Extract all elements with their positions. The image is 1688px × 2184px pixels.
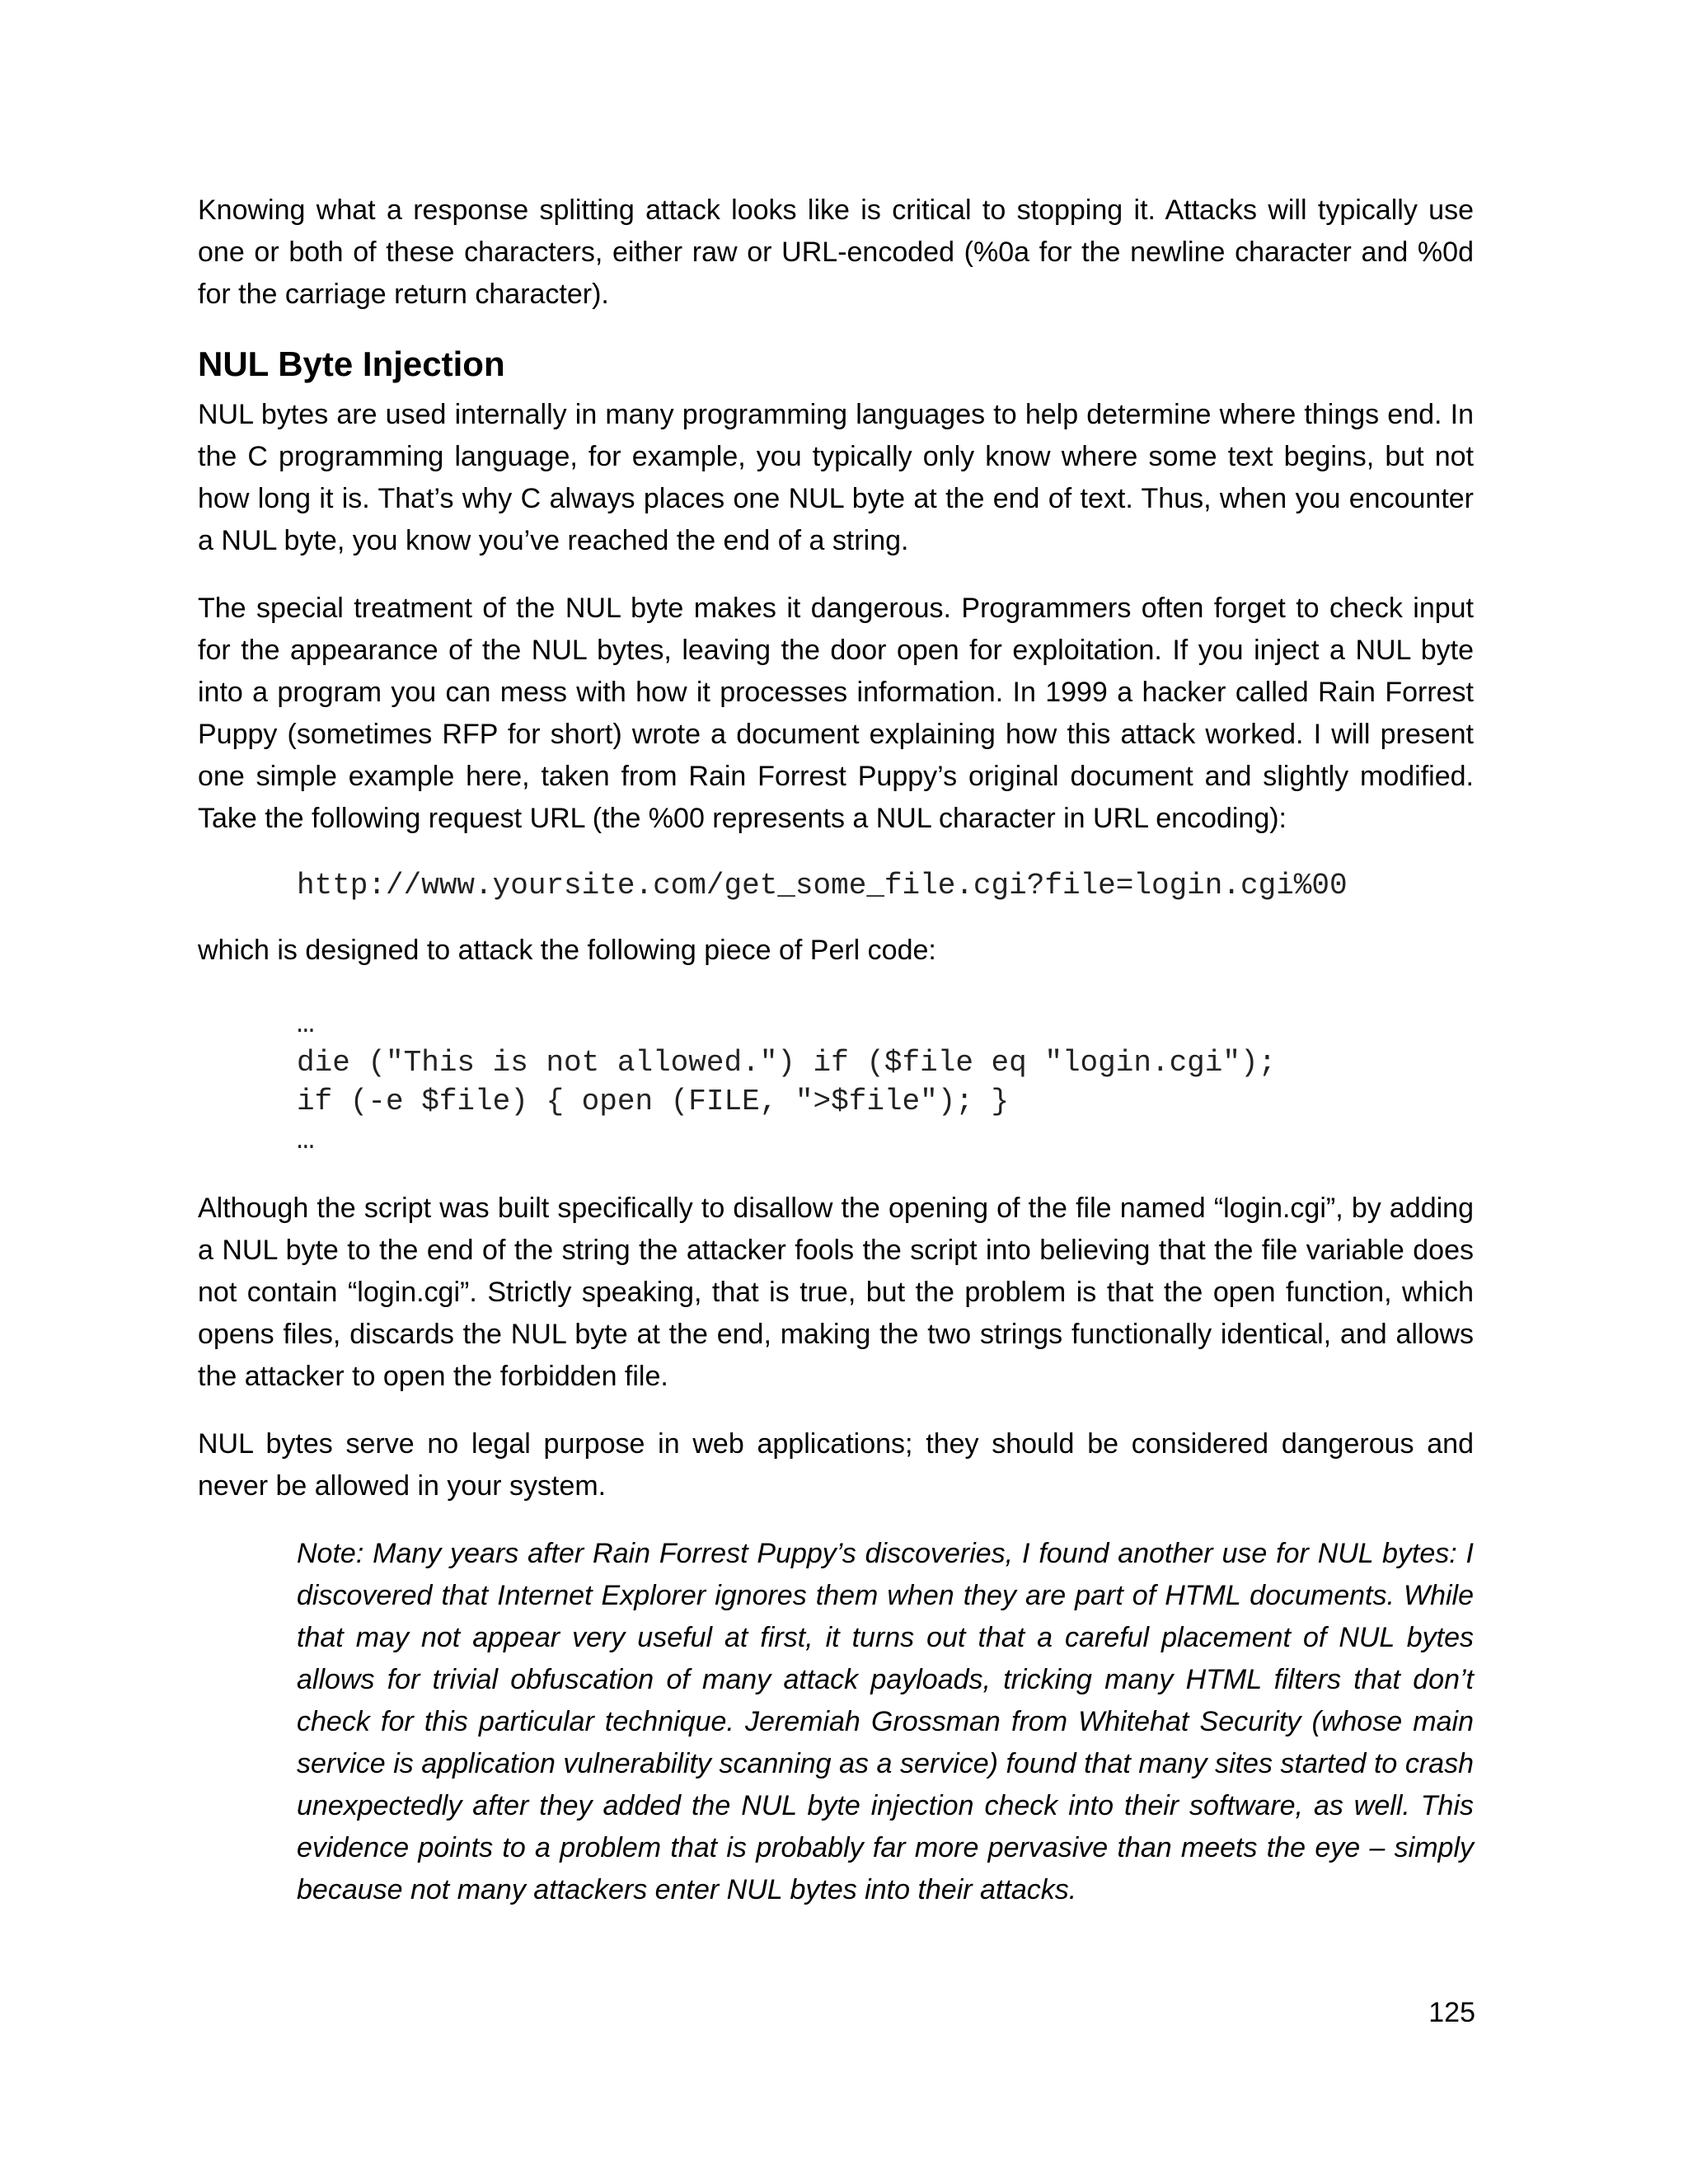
section-heading: NUL Byte Injection [198,344,505,383]
page-content [198,190,1474,1911]
paragraph-perl-intro: which is designed to attack the following piece of Perl code: [198,935,936,966]
perl-code-block [297,1005,1474,1160]
code-url-example: http://www.yoursite.com/get_some_file.cgi?file=login.cgi%00 [297,869,1348,902]
code-line: … [297,1007,315,1041]
paragraph-intro: Knowing what a response splitting attack looks like is critical to stopping it. Attacks will typically use one or both of these characters, either raw or URL-encoded (%0a for the newline character and %0d for the carriage return character). [198,194,1474,310]
paragraph-nul-danger: The special treatment of the NUL byte makes it dangerous. Programmers often forget to check input for the appearance of the NUL bytes, leaving the door open for exploitation. If you inject a NUL byte into a program you can mess with how it processes information. In 1999 a hacker called Rain Forrest Puppy (sometimes RFP for short) wrote a document explaining how this attack worked. I will present one simple example here, taken from Rain Forrest Puppy’s original document and slightly modified. Take the following request URL (the %00 represents a NUL character in URL encoding): [198,593,1474,834]
paragraph-nul-conclusion: NUL bytes serve no legal purpose in web applications; they should be considered dangerous and never be allowed in your system. [198,1428,1474,1502]
paragraph-attack-explanation: Although the script was built specifically to disallow the opening of the file named “login.cgi”, by adding a NUL byte to the end of the string the attacker fools the script into believing that the file variable does not contain “login.cgi”. Strictly speaking, that is true, but the problem is that the open function, which opens files, discards the NUL byte at the end, making the two strings functionally identical, and allows the attacker to open the forbidden file. [198,1193,1474,1392]
code-line: if (-e $file) { open (FILE, ">$file"); } [297,1085,1010,1118]
code-line: die ("This is not allowed.") if ($file eq "login.cgi"); [297,1046,1277,1080]
code-line: … [297,1123,315,1157]
note-block: Note: Many years after Rain Forrest Puppy’s discoveries, I found another use for NUL bytes: I discovered that Internet Explorer ignores them when they are part of HTML documents. While that may not appear very useful at first, it turns out that a careful placement of NUL bytes allows for trivial obfuscation of many attack payloads, tricking many HTML filters that don’t check for this particular technique. Jeremiah Grossman from Whitehat Security (whose main service is application vulnerability scanning as a service) found that many sites started to crash unexpectedly after they added the NUL byte injection check into their software, as well. This evidence points to a problem that is probably far more pervasive than meets the eye – simply because not many attackers enter NUL bytes into their attacks. [297,1538,1474,1905]
paragraph-nul-bytes-intro: NUL bytes are used internally in many programming languages to help determine where things end. In the C programming language, for example, you typically only know where some text begins, but not how long it is. That’s why C always places one NUL byte at the end of text. Thus, when you encounter a NUL byte, you know you’ve reached the end of a string. [198,399,1474,556]
page-number: 125 [1428,1997,1475,2028]
